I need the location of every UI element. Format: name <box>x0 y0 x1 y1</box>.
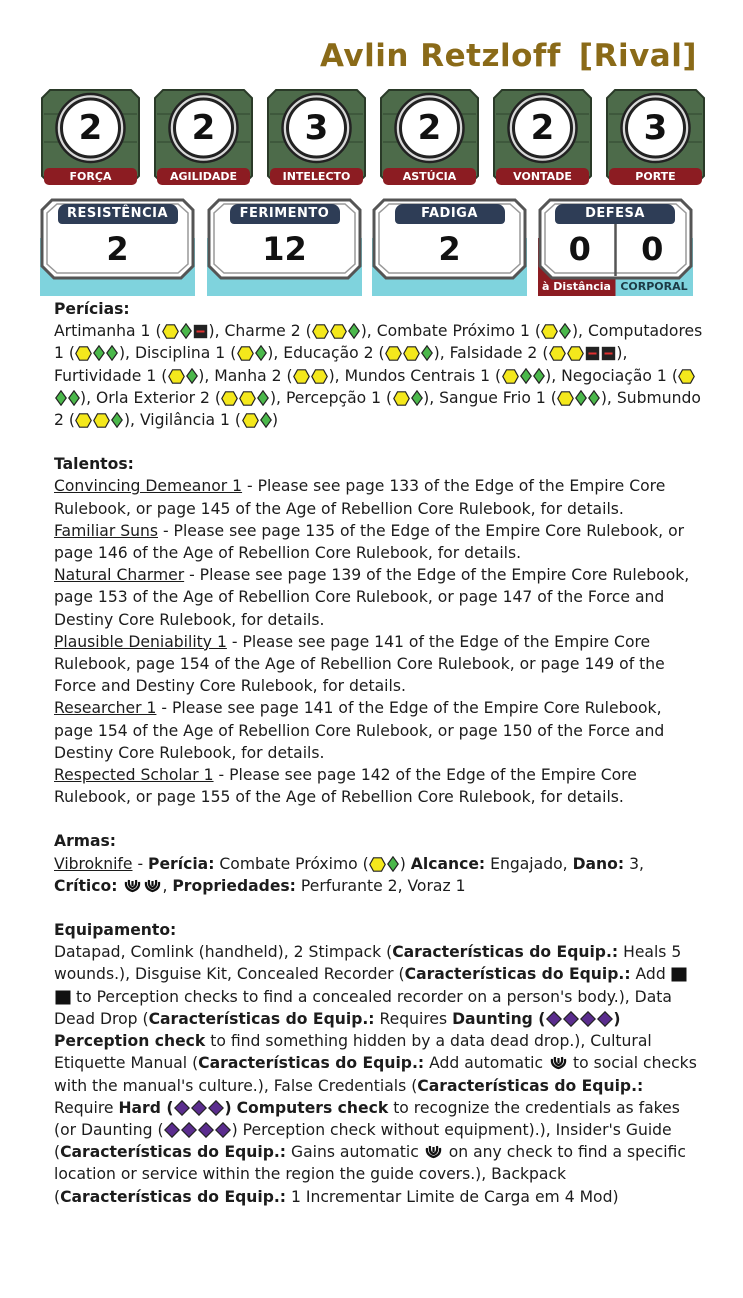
proficiency-die-icon <box>678 369 695 384</box>
proficiency-die-icon <box>549 346 566 361</box>
difficulty-die-icon <box>563 1011 579 1027</box>
text-run: Vigilância 1 <box>139 411 230 430</box>
stat-label: FERIMENTO <box>230 204 340 224</box>
text-run: - Please see page 141 of the Edge of the Empire Core Rulebook, page 154 of the Age of Rebellion Core Rulebook, or page 150 of the Force and Destiny Core Rulebook, for details. <box>54 699 665 762</box>
triumph-symbol-icon <box>143 878 162 894</box>
text-run: Falsidade 2 <box>449 344 538 363</box>
stat-block-body <box>54 298 704 1208</box>
characteristic-2 <box>266 88 367 186</box>
text-run: Computadores 1 <box>54 322 703 363</box>
text-run: ( <box>545 388 557 407</box>
text-run: Disciplina 1 <box>134 344 226 363</box>
text-run: Manha 2 <box>214 366 282 385</box>
text-run: Artimanha 1 <box>54 322 151 341</box>
text-run: ( <box>63 411 75 430</box>
proficiency-die-icon <box>221 391 238 406</box>
bold-label: Perícia: <box>148 854 215 873</box>
difficulty-die-icon <box>215 1122 231 1138</box>
text-run: 3, <box>629 854 644 873</box>
text-run: ) <box>399 854 411 873</box>
text-run: to find something hidden by a data dead drop.), Cultural Etiquette Manual ( <box>54 1032 652 1073</box>
characteristic-5 <box>605 88 706 186</box>
stat-value: 2 <box>106 230 129 268</box>
text-run: ( <box>300 322 312 341</box>
bold-label: Características do Equip.: <box>417 1076 644 1095</box>
talent-name: Natural Charmer <box>54 566 185 585</box>
weapons-heading: Armas: <box>54 832 117 851</box>
text-run: ), <box>545 366 562 385</box>
triumph-symbol-icon <box>549 1055 568 1071</box>
text-run: ) <box>272 411 279 430</box>
text-run: ( <box>529 322 541 341</box>
stat-wounds <box>207 198 362 296</box>
text-run: Require <box>54 1098 114 1117</box>
skill-item <box>286 389 439 407</box>
stat-value: 2 <box>438 230 461 268</box>
weapon-name: Vibroknife <box>54 854 133 873</box>
text-run: ( <box>156 366 168 385</box>
talents-heading: Talentos: <box>54 455 134 474</box>
ability-die-icon <box>411 390 423 406</box>
text-run: to social checks with the manual's culture.), False Credentials ( <box>54 1054 697 1095</box>
text-run: Mundos Centrais 1 <box>344 366 491 385</box>
characteristic-value: 2 <box>191 108 216 148</box>
difficulty-die-icon <box>181 1122 197 1138</box>
text-run: ( <box>281 366 293 385</box>
ability-die-icon <box>421 345 433 361</box>
ability-die-icon <box>180 323 192 339</box>
ability-die-icon <box>257 390 269 406</box>
stat-soak <box>40 198 195 296</box>
characteristic-label: ASTÚCIA <box>383 168 476 185</box>
talent-name: Plausible Deniability 1 <box>54 632 227 651</box>
proficiency-die-icon <box>502 369 519 384</box>
equipment-heading: Equipamento: <box>54 921 177 940</box>
text-run <box>543 1054 548 1072</box>
weapon-item <box>54 853 704 897</box>
text-run: Engajado, <box>490 854 568 873</box>
text-run: ( <box>229 411 242 430</box>
triumph-symbol-icon <box>123 878 142 894</box>
text-run: Datapad, Comlink (handheld), 2 Stimpack ( <box>54 943 393 962</box>
talent-item <box>54 631 704 698</box>
characteristic-1 <box>153 88 254 186</box>
bold-label: Propriedades: <box>172 876 296 895</box>
skill-item <box>214 367 344 385</box>
spacer <box>54 431 704 453</box>
bold-label: Dano: <box>572 854 625 873</box>
proficiency-die-icon <box>93 413 110 428</box>
skill-item <box>377 322 588 340</box>
ability-die-icon <box>255 345 267 361</box>
spacer <box>54 897 704 919</box>
text-run: Percepção 1 <box>285 388 382 407</box>
text-run: - Please see page 142 of the Edge of the Empire Core Rulebook, or page 155 of the Age of Rebellion Core Rulebook, for details. <box>54 766 637 807</box>
characteristic-value: 2 <box>530 108 555 148</box>
spacer <box>54 808 704 830</box>
text-run: Orla Exterior 2 <box>96 388 210 407</box>
text-run: ), <box>423 388 440 407</box>
characteristic-label: INTELECTO <box>270 168 363 185</box>
setback-die-icon <box>585 346 600 361</box>
difficulty-die-icon <box>546 1011 562 1027</box>
defense-label: DEFESA <box>555 204 675 224</box>
proficiency-die-icon <box>312 324 329 339</box>
text-run: ( <box>373 344 385 363</box>
proficiency-die-icon <box>162 324 179 339</box>
proficiency-die-icon <box>75 413 92 428</box>
text-run: - Please see page 139 of the Edge of the Empire Core Rulebook, page 153 of the Age of Rebellion Core Rulebook, or page 147 of the Force and Destiny Core Rulebook, for details. <box>54 566 690 629</box>
talent-item <box>54 475 704 519</box>
text-run: to recognize the credentials as fakes (or Daunting ( <box>54 1098 680 1139</box>
talent-name: Familiar Suns <box>54 521 158 540</box>
bold-label: Características do Equip.: <box>60 1143 287 1162</box>
text-run: Furtividade 1 <box>54 366 157 385</box>
text-run: - Please see page 133 of the Edge of the Empire Core Rulebook, or page 145 of the Age of Rebellion Core Rulebook, for details. <box>54 477 666 518</box>
difficulty-die-icon <box>174 1100 190 1116</box>
skill-item <box>96 389 286 407</box>
text-run: ), <box>328 366 345 385</box>
setback-die-icon <box>193 324 208 339</box>
ability-die-icon <box>588 390 600 406</box>
characteristic-label: AGILIDADE <box>157 168 250 185</box>
adversary-type: [Rival] <box>578 38 697 74</box>
text-run: - Please see page 141 of the Edge of the Empire Core Rulebook, page 154 of the Age of Rebellion Core Rulebook, or page 149 of the Force and Destiny Core Rulebook, for details. <box>54 632 665 696</box>
defense-melee-label: CORPORAL <box>620 280 688 293</box>
text-run: Negociação 1 <box>561 366 667 385</box>
skills-list <box>54 320 704 431</box>
text-run: - Please see page 135 of the Edge of the Empire Core Rulebook, or page 146 of the Age of Rebellion Core Rulebook, for details. <box>54 521 685 563</box>
text-run: Add <box>635 965 666 984</box>
ability-die-icon <box>68 390 80 406</box>
text-run: on any check to find a specific location or service within the region the guide covers.), Backpack ( <box>54 1143 686 1206</box>
text-run <box>666 965 671 983</box>
proficiency-die-icon <box>311 369 328 384</box>
triumph-symbol-icon <box>424 1144 443 1160</box>
proficiency-die-icon <box>393 391 410 406</box>
character-name <box>320 38 697 74</box>
ability-die-icon <box>387 856 399 872</box>
skill-item <box>225 322 377 340</box>
text-run: Add automatic <box>429 1054 544 1073</box>
characteristic-value: 2 <box>417 108 442 148</box>
bold-label: Hard ( <box>118 1098 174 1117</box>
bold-label: Daunting ( <box>452 1009 546 1028</box>
bold-label: Características do Equip.: <box>148 1009 375 1028</box>
text-run: Charme 2 <box>224 322 301 341</box>
talent-item <box>54 697 704 764</box>
stat-strain <box>372 198 527 296</box>
proficiency-die-icon <box>541 324 558 339</box>
stat-label: RESISTÊNCIA <box>58 204 178 224</box>
talent-item <box>54 564 704 631</box>
difficulty-die-icon <box>191 1100 207 1116</box>
skill-item <box>345 367 562 385</box>
characteristic-label: FORÇA <box>44 168 137 185</box>
characteristic-value: 3 <box>304 108 329 148</box>
text-run: Requires <box>379 1009 448 1028</box>
talent-name: Researcher 1 <box>54 699 157 718</box>
bold-label: Computers check <box>236 1098 389 1117</box>
text-run: ), <box>269 388 286 407</box>
characteristic-4 <box>492 88 593 186</box>
text-run: ), <box>208 322 225 341</box>
stat-label: FADIGA <box>395 204 505 224</box>
text-run: Combate Próximo <box>219 854 358 873</box>
ability-die-icon <box>106 345 118 361</box>
characteristic-3 <box>379 88 480 186</box>
skill-item <box>54 322 225 340</box>
defense-ranged-value: 0 <box>568 230 591 268</box>
proficiency-die-icon <box>237 346 254 361</box>
difficulty-die-icon <box>597 1011 613 1027</box>
text-run: ), <box>571 322 588 341</box>
text-run: Heals 5 wounds.), Disguise Kit, Concealed Recorder ( <box>54 943 682 984</box>
difficulty-die-icon <box>198 1122 214 1138</box>
ability-die-icon <box>93 345 105 361</box>
text-run: to Perception checks to find a concealed recorder on a person's body.), Data Dead Drop ( <box>54 987 672 1028</box>
proficiency-die-icon <box>385 346 402 361</box>
bold-label: ) Perception check <box>54 1009 621 1051</box>
talent-name: Convincing Demeanor 1 <box>54 477 243 496</box>
text-run: Sangue Frio 1 <box>439 388 546 407</box>
bold-label: Características do Equip.: <box>404 965 631 984</box>
skill-item <box>140 411 278 429</box>
text-run: ( <box>150 322 162 341</box>
characteristic-label: PORTE <box>609 168 702 185</box>
stat-value: 12 <box>262 230 307 268</box>
text-run <box>117 877 122 895</box>
text-run: Gains automatic <box>291 1143 419 1162</box>
characteristic-value: 3 <box>643 108 668 148</box>
text-run: ), <box>118 344 135 363</box>
text-run: Perfurante 2, Voraz 1 <box>300 876 466 895</box>
text-run: ), <box>198 366 215 385</box>
ability-die-icon <box>111 412 123 428</box>
text-run: ( <box>490 366 502 385</box>
skill-item <box>439 389 617 407</box>
proficiency-die-icon <box>557 391 574 406</box>
text-run: ), <box>600 388 617 407</box>
text-run: ( <box>537 344 549 363</box>
defense-ranged-label: à Distância <box>542 280 611 293</box>
text-run: ), <box>80 388 96 407</box>
proficiency-die-icon <box>293 369 310 384</box>
text-run: ), <box>123 411 140 430</box>
proficiency-die-icon <box>239 391 256 406</box>
talent-name: Respected Scholar 1 <box>54 766 214 785</box>
ability-die-icon <box>55 390 67 406</box>
proficiency-die-icon <box>403 346 420 361</box>
proficiency-die-icon <box>242 413 259 428</box>
bold-label: Características do Equip.: <box>392 943 619 962</box>
difficulty-die-icon <box>164 1122 180 1138</box>
ability-die-icon <box>186 368 198 384</box>
proficiency-die-icon <box>369 857 386 872</box>
text-run: ) Perception check without equipment).), Insider's Guide ( <box>54 1120 672 1162</box>
text-run: ( <box>225 344 237 363</box>
difficulty-die-icon <box>580 1011 596 1027</box>
proficiency-die-icon <box>330 324 347 339</box>
text-run <box>419 1143 424 1161</box>
text-run: ), <box>360 322 377 341</box>
defense-melee-value: 0 <box>641 230 664 268</box>
bold-label: Alcance: <box>410 854 486 873</box>
character-name-text: Avlin Retzloff <box>320 38 561 74</box>
text-run: ), <box>433 344 450 363</box>
bold-label: Características do Equip.: <box>60 1187 287 1206</box>
characteristic-label: VONTADE <box>496 168 589 185</box>
talent-item <box>54 520 704 564</box>
proficiency-die-icon <box>567 346 584 361</box>
bold-label: Crítico: <box>54 876 118 895</box>
text-run: ), <box>267 344 284 363</box>
ability-die-icon <box>533 368 545 384</box>
setback-square-icon <box>55 990 71 1005</box>
characteristic-value: 2 <box>78 108 103 148</box>
text-run: - <box>132 854 149 873</box>
text-run: Submundo 2 <box>54 388 701 430</box>
text-run: ( <box>666 366 678 385</box>
ability-die-icon <box>348 323 360 339</box>
skills-heading: Perícias: <box>54 300 130 318</box>
ability-die-icon <box>575 390 587 406</box>
skill-item <box>450 344 628 362</box>
equipment-list <box>54 941 704 1207</box>
talent-item <box>54 764 704 808</box>
proficiency-die-icon <box>168 369 185 384</box>
proficiency-die-icon <box>75 346 92 361</box>
text-run: 1 Incrementar Limite de Carga em 4 Mod) <box>291 1187 619 1206</box>
setback-die-icon <box>601 346 616 361</box>
setback-square-icon <box>671 967 687 982</box>
text-run: ( <box>209 388 221 407</box>
difficulty-die-icon <box>208 1100 224 1116</box>
text-run: Combate Próximo 1 <box>376 322 530 341</box>
text-run: ( <box>63 344 75 363</box>
text-run: , <box>162 876 173 895</box>
text-run: ( <box>381 388 393 407</box>
ability-die-icon <box>260 412 272 428</box>
ability-die-icon <box>559 323 571 339</box>
skill-item <box>54 367 214 385</box>
bold-label: ) <box>224 1098 232 1117</box>
text-run: ( <box>357 854 369 873</box>
text-run: ), <box>616 344 628 363</box>
text-run: Educação 2 <box>283 344 374 363</box>
ability-die-icon <box>520 368 532 384</box>
characteristic-0 <box>40 88 141 186</box>
skill-item <box>283 344 449 362</box>
skill-item <box>135 344 283 362</box>
bold-label: Características do Equip.: <box>198 1054 425 1073</box>
